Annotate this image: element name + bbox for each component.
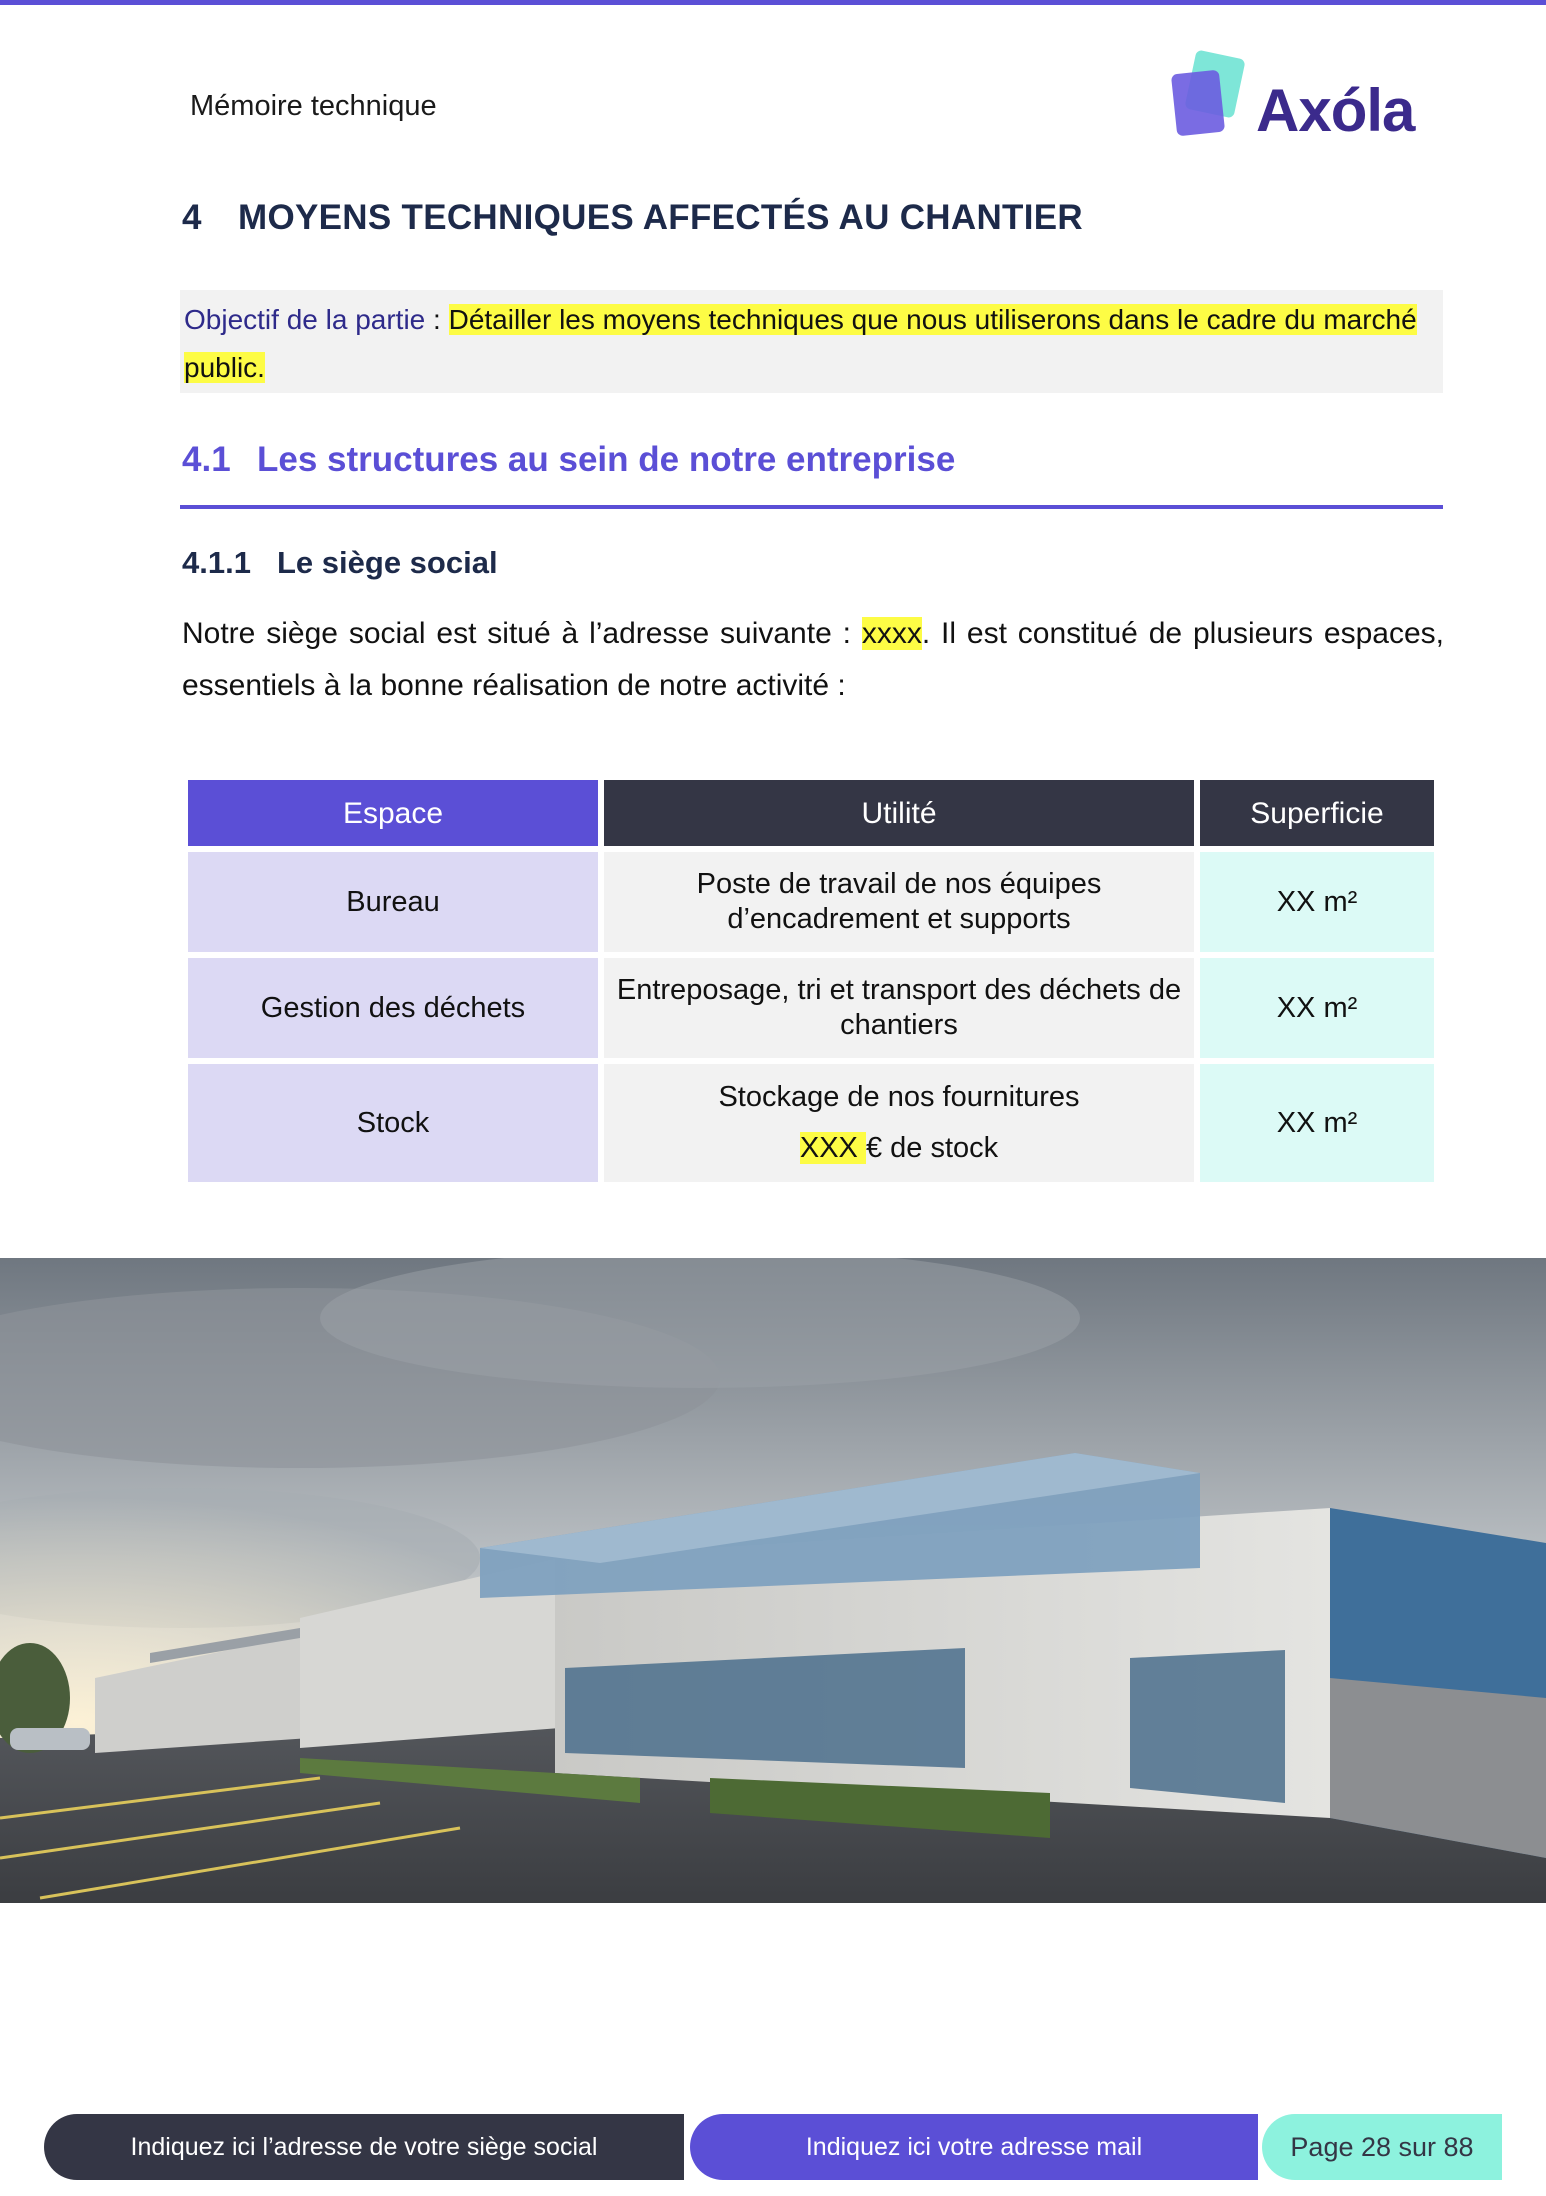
subsection-title: Les structures au sein de notre entreprise	[257, 440, 956, 479]
objective-label: Objectif de la partie	[184, 304, 426, 335]
table-header-row	[188, 780, 1436, 846]
company-logo	[1168, 50, 1428, 150]
cell-utilite-text: Entreposage, tri et transport des déchets de chantiers	[616, 974, 1182, 1041]
cell-espace: Gestion des déchets	[188, 958, 598, 1058]
table-row	[188, 1064, 1436, 1182]
cell-espace: Bureau	[188, 852, 598, 952]
paragraph-after: . Il est constitué de plusieurs espaces, essentiels à la bonne réalisation de notre activité :	[182, 617, 1444, 702]
subsubsection-title: Le siège social	[277, 545, 498, 580]
paragraph-before: Notre siège social est situé à l’adresse suivante :	[182, 617, 862, 650]
subsection-number: 4.1	[182, 440, 231, 479]
cell-superficie: XX m²	[1200, 1064, 1434, 1182]
document-label: Mémoire technique	[190, 90, 437, 122]
cell-utilite-text: Poste de travail de nos équipes d’encadrement et supports	[696, 868, 1102, 935]
top-accent-rule	[0, 0, 1546, 5]
subsubsection-heading	[182, 545, 498, 581]
table-row	[188, 958, 1436, 1058]
stock-placeholder: XXX	[799, 1132, 866, 1164]
stock-suffix: € de stock	[865, 1132, 999, 1164]
header-utilite: Utilité	[604, 780, 1194, 846]
section-number: 4	[182, 198, 202, 237]
footer-address: Indiquez ici l’adresse de votre siège social	[44, 2114, 684, 2180]
cell-utilite-text: Stockage de nos fournitures	[718, 1081, 1080, 1113]
body-paragraph	[182, 608, 1444, 712]
cell-superficie: XX m²	[1200, 958, 1434, 1058]
address-placeholder: xxxx	[861, 617, 922, 650]
header-espace: Espace	[188, 780, 598, 846]
logo-mark-icon	[1168, 50, 1248, 140]
spaces-table	[188, 780, 1436, 1188]
subsubsection-number: 4.1.1	[182, 545, 251, 580]
cell-utilite	[604, 1064, 1194, 1182]
cell-superficie: XX m²	[1200, 852, 1434, 952]
building-photo	[0, 1258, 1546, 1903]
table-row	[188, 852, 1436, 952]
cell-utilite	[604, 958, 1194, 1058]
cell-utilite-stock-line	[800, 1131, 998, 1166]
section-title: MOYENS TECHNIQUES AFFECTÉS AU CHANTIER	[238, 198, 1083, 237]
cell-espace: Stock	[188, 1064, 598, 1182]
section-heading	[182, 198, 1083, 238]
footer-email: Indiquez ici votre adresse mail	[690, 2114, 1258, 2180]
header-superficie: Superficie	[1200, 780, 1434, 846]
cell-utilite	[604, 852, 1194, 952]
objective-separator: :	[425, 304, 449, 335]
subsection-heading	[182, 440, 955, 480]
logo-wordmark: Axóla	[1256, 77, 1415, 144]
objective-box	[180, 290, 1443, 393]
subsection-rule	[180, 505, 1443, 509]
objective-text: Détailler les moyens techniques que nous utiliserons dans le cadre du marché public.	[184, 304, 1417, 383]
footer-page-number: Page 28 sur 88	[1262, 2114, 1502, 2180]
